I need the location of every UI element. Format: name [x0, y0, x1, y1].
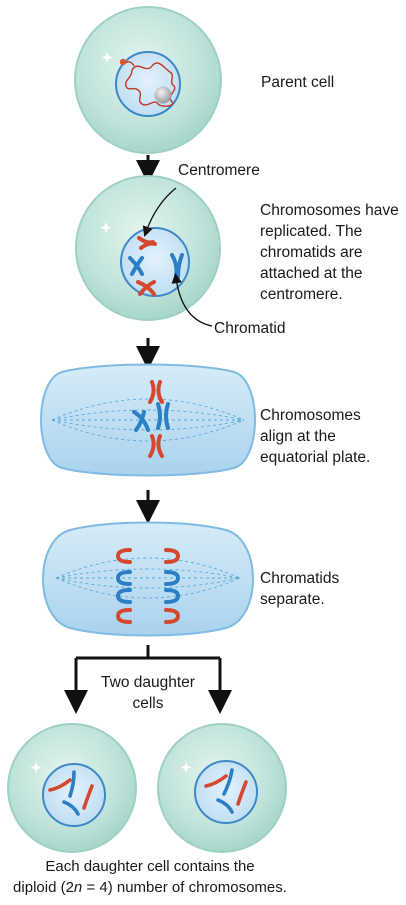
- label-align-line-2: align at the: [260, 428, 336, 445]
- label-centromere: Centromere: [178, 162, 260, 179]
- daughter-cell-left: [8, 724, 136, 852]
- label-align: [260, 405, 370, 468]
- centrosome-dot: [120, 59, 126, 65]
- label-separate-line-2: separate.: [260, 591, 325, 608]
- label-two-daughter-line-1: Two daughter: [101, 674, 195, 691]
- label-separate-line-1: Chromatids: [260, 570, 340, 587]
- caption-line-2: [0, 877, 300, 898]
- label-parent-cell: Parent cell: [261, 74, 335, 91]
- label-two-daughter-line-2: cells: [132, 695, 164, 712]
- caption-line-1: Each daughter cell contains the: [45, 858, 255, 875]
- label-chromatid: Chromatid: [214, 320, 286, 337]
- parent-cell: [75, 7, 221, 153]
- label-replicated-line-2: replicated. The: [260, 223, 363, 240]
- label-replicated-line-1: Chromosomes have: [260, 202, 399, 219]
- label-separate: [260, 568, 339, 610]
- label-align-line-3: equatorial plate.: [260, 449, 371, 466]
- label-replicated-line-3: chromatids are: [260, 244, 363, 261]
- label-two-daughter-cells: [88, 672, 208, 714]
- caption: [0, 856, 300, 898]
- anaphase-cell: [43, 523, 253, 636]
- label-replicated-line-4: attached at the: [260, 265, 363, 282]
- caption-line-2-pre: diploid (2: [13, 879, 74, 896]
- caption-line-2-n: n: [73, 879, 83, 896]
- label-replicated: [260, 200, 399, 305]
- label-align-line-1: Chromosomes: [260, 407, 361, 424]
- daughter-cell-right: [158, 724, 286, 852]
- caption-line-2-post: = 4) number of chromosomes.: [82, 879, 287, 896]
- metaphase-cell: [41, 365, 255, 476]
- label-replicated-line-5: centromere.: [260, 286, 343, 303]
- nucleolus: [155, 87, 172, 104]
- replicated-cell: [76, 176, 220, 326]
